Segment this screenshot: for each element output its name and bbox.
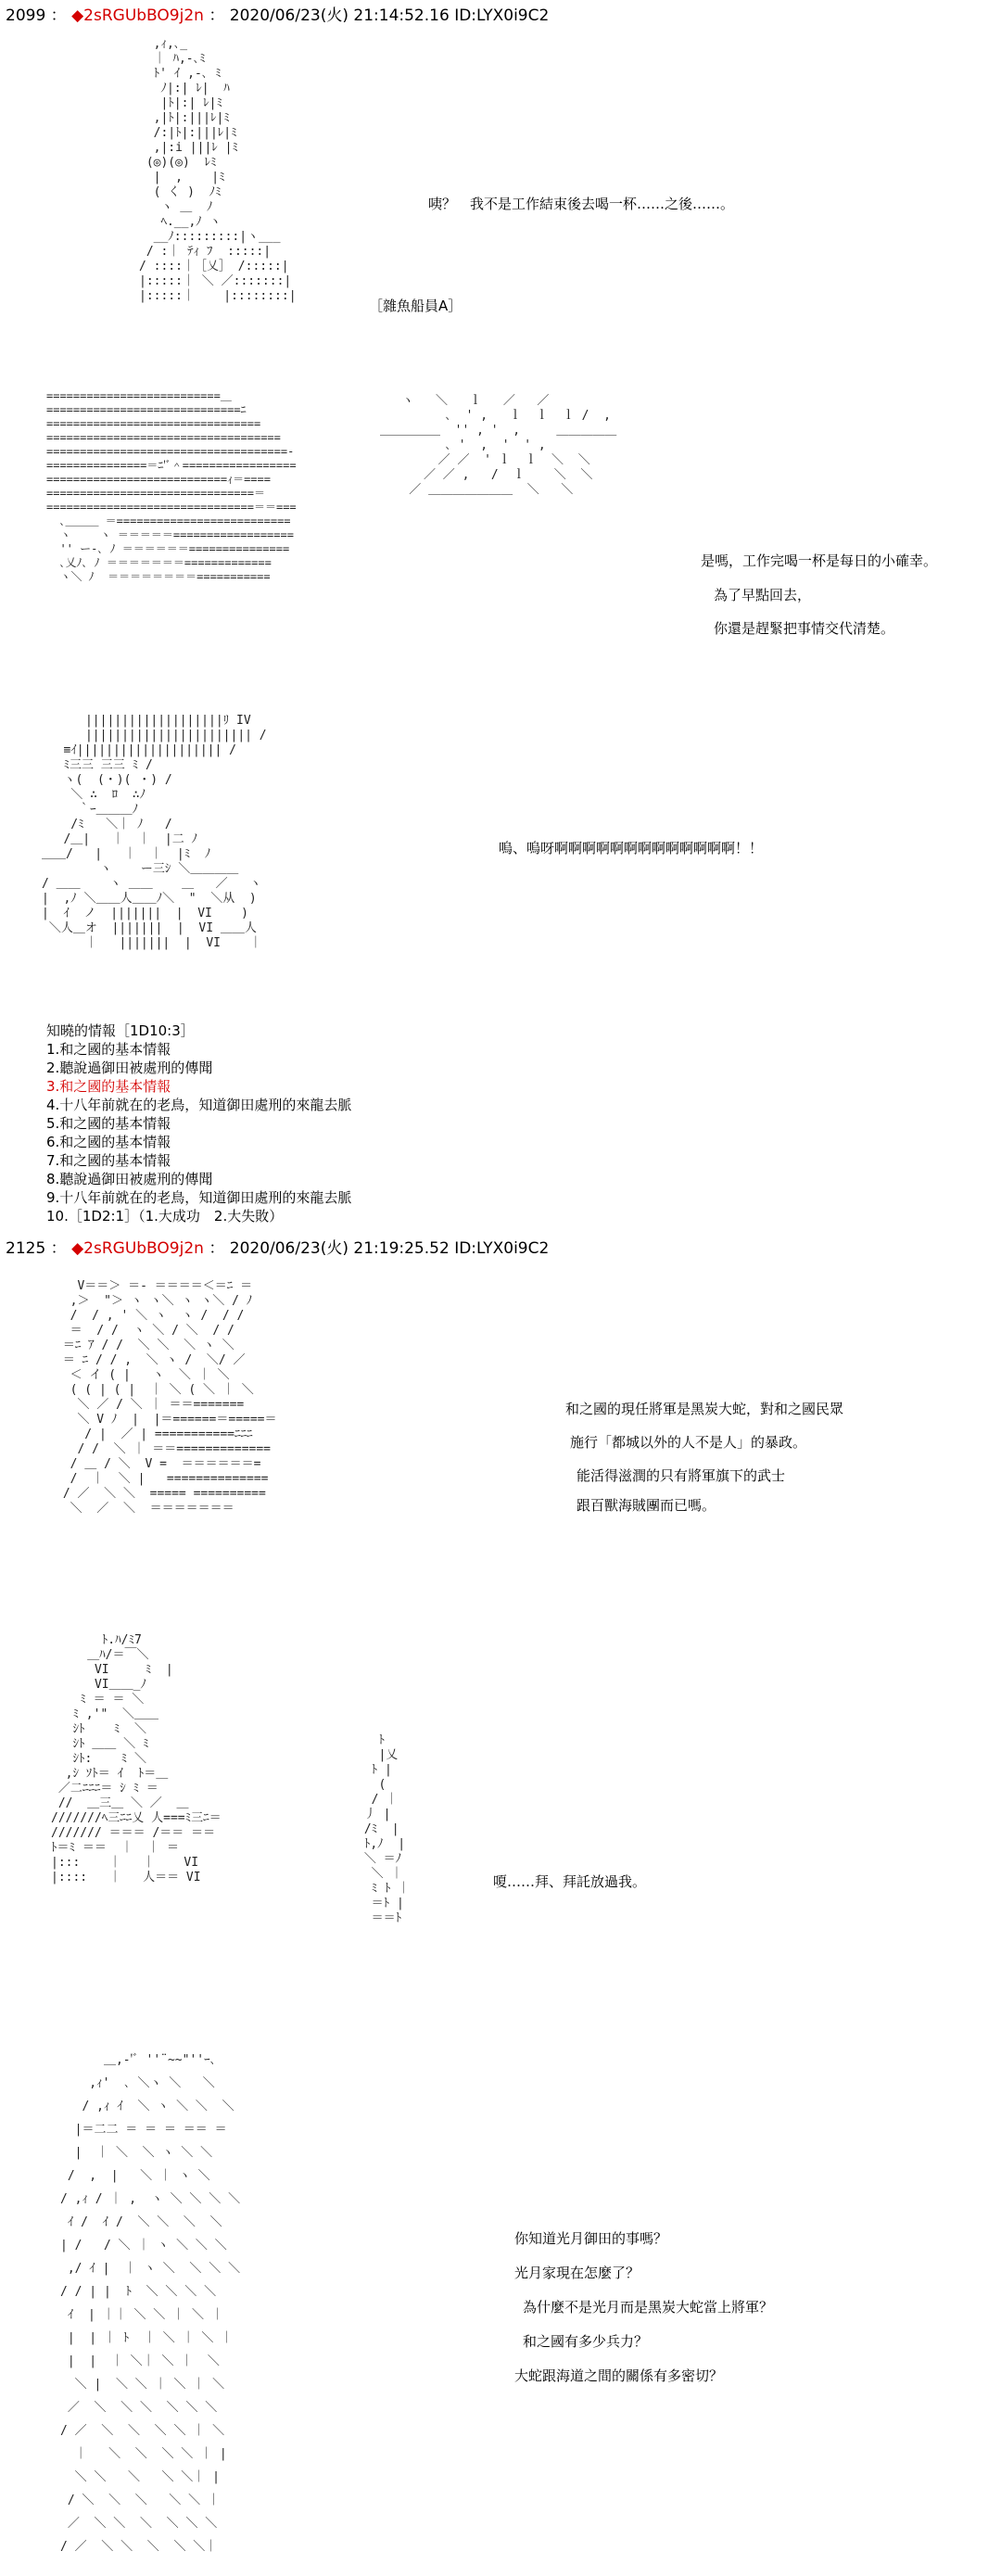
- info-item: 4.十八年前就在的老鳥，知道御田處刑的來龍去脈: [46, 1097, 352, 1113]
- dialogue-line: 跟百獸海賊團而已嗎。: [577, 1497, 716, 1514]
- trip-diamond: ◆: [71, 1239, 84, 1258]
- trip-code: 2sRGUbBO9j2n: [83, 6, 204, 25]
- dialogue-line: 光月家現在怎麼了？: [514, 2265, 640, 2281]
- dialogue-line: 嗄……拜、拜託放過我。: [493, 1873, 647, 1890]
- info-item: 6.和之國的基本情報: [46, 1134, 171, 1150]
- info-item-highlighted: 3.和之國的基本情報: [46, 1078, 171, 1095]
- info-item: 8.聽說過御田被處刑的傳聞: [46, 1171, 213, 1187]
- trip-code: 2sRGUbBO9j2n: [83, 1239, 204, 1258]
- dialogue-line: 和之國的現任將軍是黑炭大蛇，對和之國民眾: [565, 1401, 844, 1417]
- ascii-art-crew-shocked: ,ｨ,､_ ｜ ﾊ,-､ﾐ ﾄ' ｲ ,-､ ﾐ ﾉ|:| ﾚ| ﾊ |ﾄ|:| ﾚ|ﾐ ,|ﾄ|:|||ﾚ|ﾐ /:|ﾄ|:|||ﾚ|ﾐ ,|:i |||ﾚ |ﾐ (◎)(◎) ﾚﾐ | , |ﾐ ( く ) ﾉﾐ ヽ ＿ ﾉ ﾍ.__,ﾉ ヽ __ﾉ:::::::::|ヽ___ / :｜ ﾃｨ ﾌ :::::| / ::::｜［乂］ /:::::| |:::::｜ ＼ ／:::::::| |:::::｜ |::::::::|: [139, 37, 297, 303]
- dialogue-line: 是嗎，工作完喝一杯是每日的小確幸。: [701, 552, 938, 569]
- ascii-art-crew-screaming: |||||||||||||||||||ﾘ IV ||||||||||||||||||||||| / ≡ｲ|||||||||||||||||||| / ﾐ三三 三三 ﾐ / ヽ( (・)( ・) / ＼ ∴ ﾛ ∴ﾉ ｀ｰ＿＿＿ﾉ /ﾐ ＼｜ ﾉ / /＿| ｜ ｜ |二 ﾉ ＿＿/ | ｜ ｜ |ﾐ ﾉ ヽ ー三ｼ ＼＿＿＿＿ / ＿＿ ヽ ＿＿ ＿ ／ ヽ | ,ﾉ ＼＿＿人＿＿ﾉ＼ " ＼从 ) | ｲ ノ ||||||| | VI ) ＼人＿オ ||||||| | VI ＿＿人 ｜ ||||||| | VI ｜: [42, 714, 267, 950]
- info-item: 2.聽說過御田被處刑的傳聞: [46, 1060, 213, 1076]
- post-meta: 2020/06/23(火) 21:19:25.52 ID:LYX0i9C2: [229, 1239, 550, 1258]
- dialogue-line: 你知道光月御田的事嗎？: [514, 2230, 668, 2247]
- info-item: 9.十八年前就在的老鳥，知道御田處刑的來龍去脈: [46, 1189, 352, 1206]
- dialogue-line: 能活得滋潤的只有將軍旗下的武士: [577, 1467, 786, 1484]
- ascii-art-sea-waves: ==========================＿ =============================ﾆ ================================ =================================== ====================================- ===============＝ﾆ'ﾞ＾================= ===========================ｨ＝==== ===============================＝ ===============================＝＝=== ､＿＿＿ ＝========================== ヽ ヽ ＝＝＝＝＝================== '' ー-､ ﾉ ＝＝＝＝＝＝=============== ､乂ﾉ､ ﾉ ＝＝＝＝＝＝＝============= ヽ＼ ﾉ ＝＝＝＝＝＝＝＝===========: [46, 389, 297, 583]
- post-header-2125: [6, 1238, 549, 1259]
- separator: ：: [50, 1239, 67, 1258]
- info-item: 7.和之國的基本情報: [46, 1152, 171, 1169]
- trip-diamond: ◆: [71, 6, 84, 25]
- info-item: 5.和之國的基本情報: [46, 1115, 171, 1132]
- ascii-art-raised-hand: ﾄ |乂 ﾄ | ( / ｜ 丿 | /ﾐ | ﾄ,ﾉ | ＼ ＝ﾉ ＼ ｜ ﾐ ﾄ ｜ ＝ﾄ | ＝＝ﾄ: [363, 1733, 411, 1925]
- dialogue-line: 和之國有多少兵力？: [523, 2333, 649, 2350]
- separator: ：: [50, 6, 67, 25]
- ascii-art-hero-large: ＿,-'ﾞ ''¨~~"''ｰ､ ,ｨ' ､ ＼ヽ ＼ ＼ / ,ｨ ｲ ＼ ヽ ＼ ＼ ＼ |＝二二 ＝ ＝ ＝ ＝＝ ＝ | ｜ ＼ ＼ ヽ ＼ ＼ / , | ＼ ｜ ヽ ＼ / ,ｨ / ｜ , ヽ ＼ ＼ ＼ ＼ ｲ / ｲ / ＼ ＼ ＼ ＼ | / / ＼ ｜ ヽ ＼ ＼ ＼ ,/ ｲ | ｜ ヽ ＼ ＼ ＼ ＼ / / | | ﾄ ＼ ＼ ＼ ＼ ｲ | ｜｜ ＼ ＼ ｜ ＼ ｜ | | ｜ ﾄ ｜ ＼ ｜ ＼ ｜ | | ｜ ＼｜ ＼ ｜ ＼ ＼ | ＼ ＼ ｜ ＼ ｜ ＼ ／ ＼ ＼ ＼ ＼ ＼ ＼ / ／ ＼ ＼ ＼ ＼ ｜ ＼ ｜ ＼ ＼ ＼ ＼ ｜ | ＼ ＼ ＼ ＼ ＼｜ | / ＼ ＼ ＼ ＼ ＼ ｜ ／ ＼ ＼ ＼ ＼ ＼ ＼ / ／ ＼ ＼ ＼ ＼ ＼｜: [60, 2053, 241, 2554]
- separator: ：: [209, 1239, 225, 1258]
- info-title: 知曉的情報［1D10:3］: [46, 1022, 195, 1039]
- info-item: 1.和之國的基本情報: [46, 1041, 171, 1058]
- ascii-art-hero-profile: V＝＝＞ ＝- ＝＝＝＝＜＝ﾆ ＝ ,＞ "＞ ヽ ヽ＼ ヽ ヽ＼ / ﾉ / / , ' ＼ ヽ ヽ / / / ＝ / / ヽ ＼ / ＼ / / ＝ﾆ ｱ / / ＼ ＼ ＼ ヽ ＼ ＝ ﾆ / / , ＼ ヽ / ＼/ ／ ＜ イ ( | ヽ ＼ ｜ ＼ ( ( | ( | ｜ ＼ ( ＼ ｜ ＼ ＼ ／ / ＼ ｜ ＝＝======= ＼ V ﾉ | |＝======＝=====＝ / | ／ | ===========ﾆﾆﾆ / / ＼ ｜ ＝＝============= / ＿ / ＼ V = ＝＝＝＝＝＝= / ｜ ＼ | ============== / ／ ＼ ＼ ===== ========== ＼ ／ ＼ ＝＝＝＝＝＝＝: [62, 1279, 277, 1516]
- post-number: 2125: [6, 1239, 46, 1258]
- dialogue-line: 你還是趕緊把事情交代清楚。: [714, 620, 895, 637]
- dialogue-line: 咦？ 我不是工作結束後去喝一杯……之後……。: [428, 196, 735, 212]
- speaker-label: ［雜魚船員A］: [369, 298, 462, 314]
- post-meta: 2020/06/23(火) 21:14:52.16 ID:LYX0i9C2: [229, 6, 550, 25]
- dialogue-line: 施行「都城以外的人不是人」的暴政。: [570, 1434, 807, 1451]
- dialogue-line: 為了早點回去，: [714, 587, 812, 603]
- ascii-art-sunrise: ヽ ＼ ｌ ／ ／ ､ ' , ｌ ｌ ｌ / , ＿＿＿＿＿ '' , ' , ＿＿＿＿＿ ､ ' , ' ' , ／ ／ ' ｌ ｌ ＼ ＼ ／ ／ , / ｌ ＼ ＼ ／ ＿＿＿＿＿＿＿ ＼ ＼: [380, 394, 617, 497]
- info-list: [46, 1022, 351, 1225]
- ascii-art-crew-begging: ﾄ.ﾊ/ﾐ7 ＿ﾊ/＝￣＼ VI ﾐ | VI＿＿_ﾉ ﾐ ＝ ＝ ＼ ﾐ ,'" ＼＿＿ ｼﾄ ﾐ ＼ ｼﾄ ＿＿ ＼ ﾐ ｼﾄ: ﾐ ＼ ,ｼ ｿﾄ＝ ｲ ﾄ＝＿ ／二ﾆﾆﾆ＝ ｼ ﾐ ＝ // ＿三＿ ＼ ／ ＿ ///////ﾍ三ﾆﾆ乂 人===ﾐ三ﾆ＝ /////// ＝＝＝ /＝＝ ＝＝ ﾄ＝ﾐ ＝＝ ｜ ｜ ＝ |::: ｜ ｜ VI |:::: ｜ 人＝＝ VI: [51, 1633, 222, 1884]
- info-item: 10.［1D2:1］（1.大成功 2.大失敗）: [46, 1208, 284, 1225]
- separator: ：: [209, 6, 225, 25]
- post-header-2099: [6, 6, 549, 26]
- post-number: 2099: [6, 6, 46, 25]
- dialogue-line: 大蛇跟海道之間的關係有多密切？: [514, 2367, 724, 2384]
- dialogue-line: 為什麼不是光月而是黑炭大蛇當上將軍？: [523, 2299, 774, 2316]
- dialogue-line: 嗚、嗚呀啊啊啊啊啊啊啊啊啊啊啊啊啊！！: [499, 840, 764, 857]
